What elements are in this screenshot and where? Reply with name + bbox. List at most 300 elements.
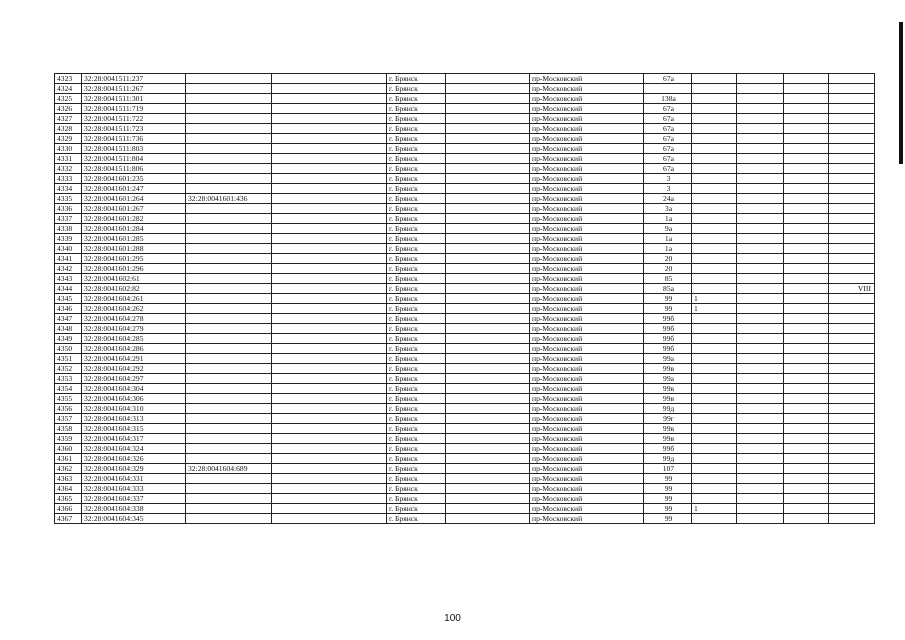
- street-cell: пр-Московский: [530, 124, 644, 134]
- category-cell: [829, 384, 875, 394]
- row-number-cell: 4335: [55, 194, 82, 204]
- city-cell: г. Брянск: [387, 384, 446, 394]
- extra-field-cell: [692, 334, 737, 344]
- extra-field-cell: [692, 424, 737, 434]
- blank-cell: [737, 154, 784, 164]
- blank-cell: [446, 224, 530, 234]
- blank-cell: [737, 514, 784, 524]
- table-row: [55, 114, 875, 124]
- table-row: [55, 464, 875, 474]
- blank-cell: [737, 114, 784, 124]
- category-cell: [829, 314, 875, 324]
- linked-cadastral-number-cell: [186, 454, 272, 464]
- blank-cell: [784, 464, 829, 474]
- house-number-cell: 67а: [644, 74, 692, 84]
- extra-field-cell: [692, 74, 737, 84]
- category-cell: [829, 184, 875, 194]
- table-row: [55, 474, 875, 484]
- cadastral-number-cell: 32:28:0041604:304: [82, 384, 186, 394]
- row-number-cell: 4353: [55, 374, 82, 384]
- house-number-cell: 99а: [644, 374, 692, 384]
- house-number-cell: 20: [644, 254, 692, 264]
- linked-cadastral-number-cell: [186, 264, 272, 274]
- linked-cadastral-number-cell: [186, 354, 272, 364]
- city-cell: г. Брянск: [387, 424, 446, 434]
- cadastral-number-cell: 32:28:0041604:278: [82, 314, 186, 324]
- blank-cell: [272, 364, 387, 374]
- house-number-cell: 24а: [644, 194, 692, 204]
- city-cell: г. Брянск: [387, 94, 446, 104]
- house-number-cell: 1а: [644, 244, 692, 254]
- blank-cell: [272, 324, 387, 334]
- blank-cell: [272, 214, 387, 224]
- blank-cell: [272, 344, 387, 354]
- cadastral-number-cell: 32:28:0041604:291: [82, 354, 186, 364]
- blank-cell: [737, 324, 784, 334]
- row-number-cell: 4354: [55, 384, 82, 394]
- extra-field-cell: [692, 454, 737, 464]
- cadastral-number-cell: 32:28:0041604:345: [82, 514, 186, 524]
- cadastral-number-cell: 32:28:0041604:337: [82, 494, 186, 504]
- city-cell: г. Брянск: [387, 74, 446, 84]
- linked-cadastral-number-cell: [186, 414, 272, 424]
- blank-cell: [446, 504, 530, 514]
- linked-cadastral-number-cell: [186, 374, 272, 384]
- street-cell: пр-Московский: [530, 434, 644, 444]
- blank-cell: [446, 514, 530, 524]
- blank-cell: [784, 74, 829, 84]
- street-cell: пр-Московский: [530, 374, 644, 384]
- blank-cell: [446, 374, 530, 384]
- row-number-cell: 4332: [55, 164, 82, 174]
- blank-cell: [737, 184, 784, 194]
- blank-cell: [784, 514, 829, 524]
- street-cell: пр-Московский: [530, 144, 644, 154]
- table-row: [55, 254, 875, 264]
- blank-cell: [737, 254, 784, 264]
- street-cell: пр-Московский: [530, 284, 644, 294]
- extra-field-cell: [692, 204, 737, 214]
- linked-cadastral-number-cell: [186, 234, 272, 244]
- blank-cell: [737, 444, 784, 454]
- blank-cell: [272, 514, 387, 524]
- category-cell: [829, 434, 875, 444]
- table-row: [55, 104, 875, 114]
- table-row: [55, 184, 875, 194]
- blank-cell: [446, 424, 530, 434]
- street-cell: пр-Московский: [530, 334, 644, 344]
- blank-cell: [784, 254, 829, 264]
- category-cell: [829, 474, 875, 484]
- blank-cell: [272, 114, 387, 124]
- category-cell: [829, 84, 875, 94]
- street-cell: пр-Московский: [530, 484, 644, 494]
- blank-cell: [272, 104, 387, 114]
- row-number-cell: 4345: [55, 294, 82, 304]
- blank-cell: [272, 264, 387, 274]
- category-cell: [829, 94, 875, 104]
- linked-cadastral-number-cell: [186, 284, 272, 294]
- city-cell: г. Брянск: [387, 464, 446, 474]
- cadastral-number-cell: 32:28:0041511:803: [82, 144, 186, 154]
- city-cell: г. Брянск: [387, 354, 446, 364]
- house-number-cell: 99: [644, 484, 692, 494]
- blank-cell: [446, 274, 530, 284]
- row-number-cell: 4364: [55, 484, 82, 494]
- cadastral-number-cell: 32:28:0041601:296: [82, 264, 186, 274]
- house-number-cell: 99а: [644, 354, 692, 364]
- linked-cadastral-number-cell: [186, 314, 272, 324]
- row-number-cell: 4365: [55, 494, 82, 504]
- city-cell: г. Брянск: [387, 214, 446, 224]
- blank-cell: [737, 74, 784, 84]
- category-cell: [829, 504, 875, 514]
- table-row: [55, 334, 875, 344]
- linked-cadastral-number-cell: [186, 444, 272, 454]
- house-number-cell: 67а: [644, 134, 692, 144]
- house-number-cell: 99в: [644, 394, 692, 404]
- blank-cell: [784, 444, 829, 454]
- house-number-cell: 99в: [644, 424, 692, 434]
- street-cell: пр-Московский: [530, 164, 644, 174]
- blank-cell: [446, 234, 530, 244]
- blank-cell: [737, 504, 784, 514]
- row-number-cell: 4351: [55, 354, 82, 364]
- blank-cell: [446, 494, 530, 504]
- house-number-cell: 67а: [644, 144, 692, 154]
- blank-cell: [737, 394, 784, 404]
- linked-cadastral-number-cell: [186, 224, 272, 234]
- street-cell: пр-Московский: [530, 274, 644, 284]
- table-row: [55, 84, 875, 94]
- extra-field-cell: [692, 314, 737, 324]
- house-number-cell: 3: [644, 184, 692, 194]
- city-cell: г. Брянск: [387, 254, 446, 264]
- row-number-cell: 4362: [55, 464, 82, 474]
- category-cell: [829, 404, 875, 414]
- blank-cell: [446, 344, 530, 354]
- cadastral-number-cell: 32:28:0041601:285: [82, 234, 186, 244]
- cadastral-number-cell: 32:28:0041601:282: [82, 214, 186, 224]
- blank-cell: [272, 294, 387, 304]
- blank-cell: [784, 394, 829, 404]
- extra-field-cell: [692, 344, 737, 354]
- street-cell: пр-Московский: [530, 234, 644, 244]
- category-cell: [829, 234, 875, 244]
- blank-cell: [784, 294, 829, 304]
- blank-cell: [737, 454, 784, 464]
- table-row: [55, 194, 875, 204]
- blank-cell: [272, 384, 387, 394]
- blank-cell: [737, 364, 784, 374]
- blank-cell: [272, 224, 387, 234]
- blank-cell: [272, 454, 387, 464]
- cadastral-number-cell: 32:28:0041604:324: [82, 444, 186, 454]
- city-cell: г. Брянск: [387, 444, 446, 454]
- category-cell: [829, 354, 875, 364]
- category-cell: [829, 414, 875, 424]
- extra-field-cell: [692, 244, 737, 254]
- category-cell: [829, 104, 875, 114]
- street-cell: пр-Московский: [530, 514, 644, 524]
- house-number-cell: 99: [644, 304, 692, 314]
- table-row: [55, 164, 875, 174]
- street-cell: пр-Московский: [530, 194, 644, 204]
- linked-cadastral-number-cell: [186, 434, 272, 444]
- linked-cadastral-number-cell: [186, 144, 272, 154]
- cadastral-number-cell: 32:28:0041604:285: [82, 334, 186, 344]
- blank-cell: [272, 304, 387, 314]
- street-cell: пр-Московский: [530, 414, 644, 424]
- row-number-cell: 4358: [55, 424, 82, 434]
- category-cell: [829, 114, 875, 124]
- blank-cell: [272, 94, 387, 104]
- category-cell: [829, 134, 875, 144]
- cadastral-registry-table: [54, 73, 875, 524]
- street-cell: пр-Московский: [530, 154, 644, 164]
- street-cell: пр-Московский: [530, 464, 644, 474]
- blank-cell: [784, 134, 829, 144]
- blank-cell: [737, 354, 784, 364]
- house-number-cell: 99: [644, 474, 692, 484]
- blank-cell: [272, 494, 387, 504]
- linked-cadastral-number-cell: [186, 214, 272, 224]
- table-row: [55, 414, 875, 424]
- blank-cell: [272, 144, 387, 154]
- extra-field-cell: [692, 164, 737, 174]
- blank-cell: [737, 164, 784, 174]
- blank-cell: [737, 244, 784, 254]
- table-row: [55, 314, 875, 324]
- cadastral-number-cell: 32:28:0041604:331: [82, 474, 186, 484]
- city-cell: г. Брянск: [387, 134, 446, 144]
- table-row: [55, 74, 875, 84]
- street-cell: пр-Московский: [530, 474, 644, 484]
- extra-field-cell: [692, 404, 737, 414]
- blank-cell: [272, 424, 387, 434]
- city-cell: г. Брянск: [387, 194, 446, 204]
- city-cell: г. Брянск: [387, 154, 446, 164]
- table-row: [55, 324, 875, 334]
- row-number-cell: 4337: [55, 214, 82, 224]
- row-number-cell: 4339: [55, 234, 82, 244]
- blank-cell: [272, 374, 387, 384]
- blank-cell: [272, 444, 387, 454]
- city-cell: г. Брянск: [387, 344, 446, 354]
- city-cell: г. Брянск: [387, 474, 446, 484]
- row-number-cell: 4350: [55, 344, 82, 354]
- extra-field-cell: [692, 264, 737, 274]
- city-cell: г. Брянск: [387, 184, 446, 194]
- blank-cell: [272, 394, 387, 404]
- city-cell: г. Брянск: [387, 274, 446, 284]
- row-number-cell: 4363: [55, 474, 82, 484]
- category-cell: [829, 484, 875, 494]
- blank-cell: [446, 474, 530, 484]
- blank-cell: [737, 144, 784, 154]
- blank-cell: [446, 354, 530, 364]
- table-row: [55, 144, 875, 154]
- row-number-cell: 4352: [55, 364, 82, 374]
- city-cell: г. Брянск: [387, 324, 446, 334]
- linked-cadastral-number-cell: 32:28:0041604:689: [186, 464, 272, 474]
- blank-cell: [737, 134, 784, 144]
- blank-cell: [446, 184, 530, 194]
- extra-field-cell: [692, 184, 737, 194]
- cadastral-number-cell: 32:28:0041511:722: [82, 114, 186, 124]
- linked-cadastral-number-cell: 32:28:0041601:436: [186, 194, 272, 204]
- blank-cell: [784, 474, 829, 484]
- city-cell: г. Брянск: [387, 284, 446, 294]
- row-number-cell: 4327: [55, 114, 82, 124]
- table-row: [55, 204, 875, 214]
- cadastral-number-cell: 32:28:0041601:264: [82, 194, 186, 204]
- blank-cell: [784, 104, 829, 114]
- city-cell: г. Брянск: [387, 124, 446, 134]
- category-cell: [829, 294, 875, 304]
- blank-cell: [446, 194, 530, 204]
- cadastral-number-cell: 32:28:0041604:297: [82, 374, 186, 384]
- table-row: [55, 224, 875, 234]
- street-cell: пр-Московский: [530, 404, 644, 414]
- blank-cell: [446, 444, 530, 454]
- linked-cadastral-number-cell: [186, 104, 272, 114]
- extra-field-cell: [692, 104, 737, 114]
- extra-field-cell: [692, 144, 737, 154]
- house-number-cell: 99б: [644, 324, 692, 334]
- extra-field-cell: 1: [692, 294, 737, 304]
- extra-field-cell: [692, 94, 737, 104]
- linked-cadastral-number-cell: [186, 494, 272, 504]
- blank-cell: [784, 364, 829, 374]
- cadastral-number-cell: 32:28:0041604:261: [82, 294, 186, 304]
- row-number-cell: 4336: [55, 204, 82, 214]
- blank-cell: [737, 304, 784, 314]
- street-cell: пр-Московский: [530, 394, 644, 404]
- blank-cell: [737, 234, 784, 244]
- row-number-cell: 4330: [55, 144, 82, 154]
- blank-cell: [784, 384, 829, 394]
- cadastral-number-cell: 32:28:0041604:329: [82, 464, 186, 474]
- category-cell: [829, 394, 875, 404]
- extra-field-cell: [692, 474, 737, 484]
- blank-cell: [446, 384, 530, 394]
- extra-field-cell: 1: [692, 304, 737, 314]
- blank-cell: [784, 484, 829, 494]
- blank-cell: [272, 154, 387, 164]
- house-number-cell: 99д: [644, 404, 692, 414]
- blank-cell: [737, 344, 784, 354]
- house-number-cell: 85: [644, 274, 692, 284]
- extra-field-cell: [692, 364, 737, 374]
- table-row: [55, 214, 875, 224]
- linked-cadastral-number-cell: [186, 324, 272, 334]
- blank-cell: [737, 424, 784, 434]
- extra-field-cell: [692, 394, 737, 404]
- cadastral-number-cell: 32:28:0041604:286: [82, 344, 186, 354]
- category-cell: [829, 214, 875, 224]
- table-row: [55, 394, 875, 404]
- linked-cadastral-number-cell: [186, 384, 272, 394]
- extra-field-cell: [692, 124, 737, 134]
- city-cell: г. Брянск: [387, 434, 446, 444]
- blank-cell: [784, 494, 829, 504]
- table-row: [55, 274, 875, 284]
- blank-cell: [737, 474, 784, 484]
- blank-cell: [272, 414, 387, 424]
- blank-cell: [446, 154, 530, 164]
- cadastral-number-cell: 32:28:0041601:288: [82, 244, 186, 254]
- row-number-cell: 4366: [55, 504, 82, 514]
- blank-cell: [446, 454, 530, 464]
- blank-cell: [737, 204, 784, 214]
- category-cell: [829, 144, 875, 154]
- extra-field-cell: [692, 84, 737, 94]
- table-row: [55, 484, 875, 494]
- blank-cell: [272, 484, 387, 494]
- blank-cell: [446, 464, 530, 474]
- house-number-cell: 67а: [644, 164, 692, 174]
- blank-cell: [737, 264, 784, 274]
- city-cell: г. Брянск: [387, 374, 446, 384]
- city-cell: г. Брянск: [387, 244, 446, 254]
- blank-cell: [784, 504, 829, 514]
- extra-field-cell: [692, 464, 737, 474]
- blank-cell: [272, 284, 387, 294]
- city-cell: г. Брянск: [387, 224, 446, 234]
- house-number-cell: 20: [644, 264, 692, 274]
- blank-cell: [784, 304, 829, 314]
- house-number-cell: 99: [644, 494, 692, 504]
- blank-cell: [784, 334, 829, 344]
- cadastral-number-cell: 32:28:0041511:806: [82, 164, 186, 174]
- blank-cell: [446, 104, 530, 114]
- cadastral-number-cell: 32:28:0041601:267: [82, 204, 186, 214]
- city-cell: г. Брянск: [387, 394, 446, 404]
- street-cell: пр-Московский: [530, 294, 644, 304]
- house-number-cell: 9а: [644, 224, 692, 234]
- blank-cell: [272, 464, 387, 474]
- linked-cadastral-number-cell: [186, 124, 272, 134]
- house-number-cell: 67а: [644, 154, 692, 164]
- table-row: [55, 284, 875, 294]
- city-cell: г. Брянск: [387, 114, 446, 124]
- house-number-cell: 3: [644, 174, 692, 184]
- row-number-cell: 4338: [55, 224, 82, 234]
- blank-cell: [272, 274, 387, 284]
- category-cell: [829, 174, 875, 184]
- city-cell: г. Брянск: [387, 334, 446, 344]
- blank-cell: [272, 134, 387, 144]
- street-cell: пр-Московский: [530, 304, 644, 314]
- blank-cell: [446, 164, 530, 174]
- blank-cell: [446, 364, 530, 374]
- row-number-cell: 4325: [55, 94, 82, 104]
- linked-cadastral-number-cell: [186, 134, 272, 144]
- street-cell: пр-Московский: [530, 104, 644, 114]
- category-cell: [829, 324, 875, 334]
- table-row: [55, 264, 875, 274]
- blank-cell: [737, 174, 784, 184]
- table-row: [55, 354, 875, 364]
- blank-cell: [272, 204, 387, 214]
- blank-cell: [446, 144, 530, 154]
- house-number-cell: 1а: [644, 234, 692, 244]
- category-cell: [829, 464, 875, 474]
- blank-cell: [784, 244, 829, 254]
- blank-cell: [272, 74, 387, 84]
- row-number-cell: 4340: [55, 244, 82, 254]
